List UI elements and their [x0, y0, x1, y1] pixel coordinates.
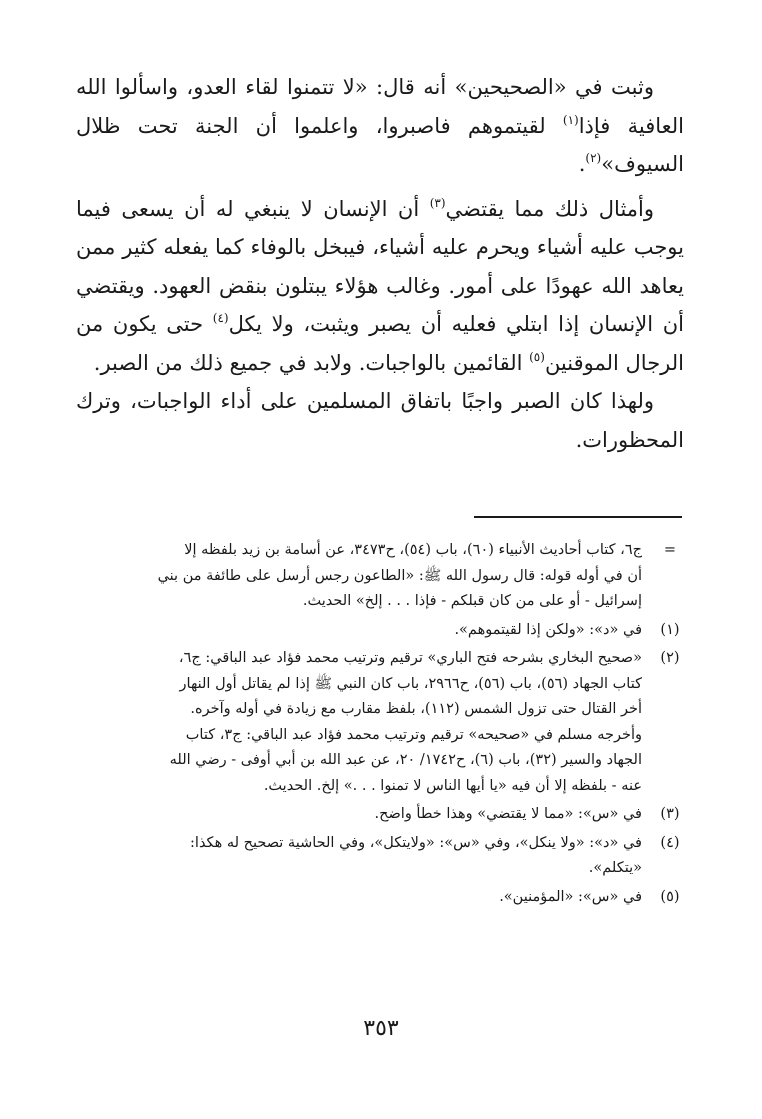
- footnote-separator: [474, 516, 682, 518]
- footnote-line: في «س»: «مما لا يقتضي» وهذا خطأ واضح.: [374, 806, 642, 822]
- paragraph-3: ولهذا كان الصبر واجبًا باتفاق المسلمين على أداء الواجبات، وترك المحظورات.: [76, 389, 684, 452]
- footnote-4: [76, 831, 690, 882]
- footnote-line: كتاب الجهاد (٥٦)، باب (٥٦)، ح٢٩٦٦، باب كان النبي ﷺ إذا لم يقاتل أول النهار: [179, 675, 642, 692]
- footnote-ref-5: (٥): [529, 349, 545, 364]
- footnote-mark: (٣): [660, 806, 680, 822]
- footnote-line: الجهاد والسير (٣٢)، باب (٦)، ح١٧٤٢/ ٢٠، عن عبد الله بن أبي أوفى - رضي الله: [169, 752, 642, 768]
- paragraph-1-end: .: [578, 152, 586, 176]
- paragraph-2-text-a: وأمثال ذلك مما يقتضي: [445, 196, 655, 221]
- paragraph-2-text-d: القائمين بالواجبات. ولابد في جميع ذلك من الصبر.: [93, 350, 530, 375]
- footnote-line: إسرائيل - أو على من كان قبلكم - فإذا . . . إلخ» الحديث.: [302, 593, 642, 609]
- paragraph-1-text-b: لقيتموهم فاصبروا، واعلموا أن الجنة تحت ظلال السيوف»: [76, 113, 684, 176]
- footnote-5: [76, 885, 690, 911]
- footnote-2: [76, 646, 690, 799]
- footnote-line: في «س»: «المؤمنين».: [499, 888, 642, 905]
- footnote-3: [76, 802, 690, 828]
- main-text: [76, 68, 684, 459]
- footnote-line: عنه - بلفظه إلا أن فيه «يا أيها الناس لا تمنوا . . .» إلخ. الحديث.: [263, 777, 642, 794]
- footnote-ref-3: (٣): [429, 195, 446, 210]
- footnote-line: أخر القتال حتى تزول الشمس (١١٢)، بلفظ مقارب مع زيادة في أوله وآخره.: [190, 701, 642, 717]
- footnote-line: في «د»: «ولكن إذا لقيتموهم».: [454, 621, 642, 638]
- footnotes: [76, 538, 690, 913]
- footnote-line: وأخرجه مسلم في «صحيحه» ترقيم وترتيب محمد فؤاد عبد الباقي: ج٣، كتاب: [185, 726, 642, 743]
- paragraph-2: [76, 190, 684, 383]
- footnote-mark: =: [663, 542, 677, 558]
- footnote-mark: (٤): [660, 834, 680, 851]
- footnote-continued: [76, 538, 690, 615]
- footnote-mark: (١): [660, 621, 680, 638]
- paragraph-2-text-c: حتى يكون من الرجال الموقنين: [76, 312, 684, 375]
- footnote-ref-1: (١): [562, 112, 579, 127]
- footnote-line: «يتكلم».: [588, 860, 642, 876]
- footnote-line: أن في أوله قوله: قال رسول الله ﷺ: «الطاعون رجس أرسل على طائفة من بني: [157, 567, 642, 584]
- paragraph-2-text-b: أن الإنسان لا ينبغي له أن يسعى فيما يوجب عليه أشياء ويحرم عليه أشياء، فيبخل بالوفاء كما يفعله كثير ممن يعاهد الله عهودًا على أمور. وغالب هؤلاء يبتلون بنقض العهود. ويقتضي أن الإنسان إذا ابتلي فعليه أن يصبر ويثبت، ولا يكل: [76, 196, 684, 336]
- footnote-ref-2: (٢): [585, 151, 602, 165]
- footnote-mark: (٥): [660, 888, 680, 905]
- paragraph-1: [76, 68, 684, 184]
- paragraph-1-text-a: وثبت في «الصحيحين» أنه قال: «لا تتمنوا لقاء العدو، واسألوا الله العافية فإذا: [76, 75, 684, 138]
- page-number: ٣٥٣: [363, 1016, 399, 1041]
- footnote-line: ج٦، كتاب أحاديث الأنبياء (٦٠)، باب (٥٤)، ح٣٤٧٣، عن أسامة بن زيد بلفظه إلا: [184, 542, 642, 558]
- footnote-line: «صحيح البخاري بشرحه فتح الباري» ترقيم وترتيب محمد فؤاد عبد الباقي: ج٦،: [178, 650, 642, 666]
- footnote-1: [76, 618, 690, 644]
- footnote-mark: (٢): [660, 650, 680, 666]
- footnote-ref-4: (٤): [212, 311, 229, 325]
- footnote-line: في «د»: «ولا ينكل»، وفي «س»: «ولايتكل»، وفي الحاشية تصحيح له هكذا:: [190, 834, 642, 851]
